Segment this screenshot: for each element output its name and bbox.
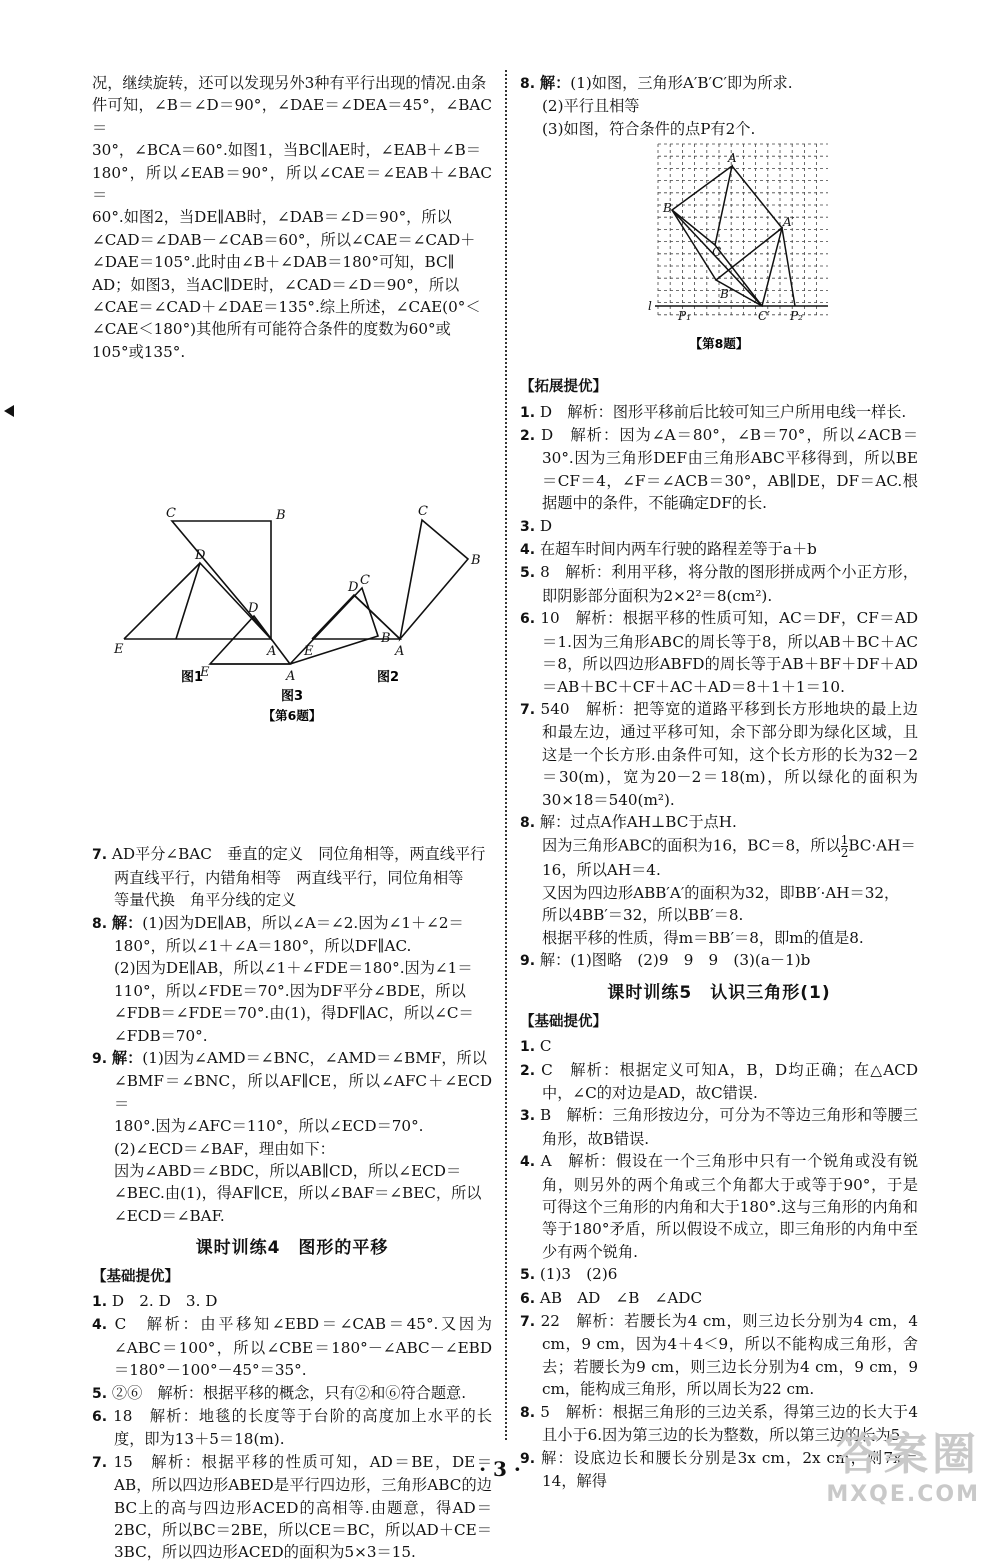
q9ext-text: 解：(1)图略 (2)9 9 9 (3)(a－1)b	[539, 950, 811, 969]
item-text: A 解析：假设在一个三角形中只有一个锐角或没有锐角，则另外的两个角或三个角都大于或等于90°，于是可得这个三角形的内角和大于180°.这与三角形的内角和等于180°矛盾，所以假设不成立，即三角形的内角中至少有两个锐角.	[540, 1152, 919, 1261]
q6-line: 件可知，∠B＝∠D＝90°，∠DAE＝∠DEA＝45°，∠BAC＝	[92, 96, 492, 137]
item-number: 4.	[92, 1317, 108, 1334]
question-line	[92, 843, 492, 866]
label-l: l	[648, 299, 652, 314]
answer-line: ∠BEC.由(1)，得AF∥CE，所以∠BAF＝∠BEC，所以	[114, 1184, 482, 1203]
q8-grid-answer	[520, 72, 918, 140]
answer-text: AD平分∠BAC 垂直的定义 同位角相等，两直线平行	[111, 845, 486, 864]
grid-caption: 【第8题】	[689, 336, 749, 352]
item-number: 1.	[520, 1039, 536, 1056]
answer-line: 两直线平行，内错角相等 两直线平行，同位角相等	[114, 868, 464, 887]
item-number: 8.	[520, 1404, 536, 1421]
figure-3	[92, 572, 492, 722]
q8ext-line2b: BC·AH＝	[848, 836, 916, 855]
label-a-prime: A′	[783, 215, 795, 230]
section4-heading: 【基础提优】	[92, 1268, 179, 1285]
answer-line: 180°.因为∠AFC＝110°，所以∠ECD＝70°.	[114, 1117, 424, 1136]
item-text: 5 解析：根据三角形的三边关系，得第三边的长大于4且小于6.因为第三边的长为整数，所以第三边的长为5.	[540, 1402, 919, 1445]
item-text: D	[539, 516, 553, 535]
section4-title: 课时训练4 图形的平移	[195, 1238, 389, 1259]
figure-6-caption: 【第6题】	[262, 708, 322, 722]
item-text: C 解析：根据定义可知A，B，D均正确；在△ACD中，∠C的对边是AD，故C错误.	[541, 1060, 919, 1102]
answer-line: (2)平行且相等	[542, 97, 640, 116]
item-text: 15 解析：根据平移的性质可知，AD＝BE，DE＝AB，所以四边形ABED是平行四边形，三角形ABC的边BC上的高与四边形ACED的高相等.由题意，得AD＝2BC，所以BC＝2BE，所以CE＝BC，所以AD＋CE＝3BC，所以四边形ACED的面积为5×3＝15.	[113, 1452, 493, 1562]
section4-answers	[92, 1290, 492, 1564]
list-item	[520, 515, 918, 538]
fig3-triangle-ade	[210, 616, 290, 664]
q8ext-line1: 解：过点A作AH⊥BC于点H.	[539, 812, 737, 831]
fig3-label-e: E	[200, 665, 210, 680]
q8ext-line2a: 因为三角形ABC的面积为16，BC＝8，所以	[542, 836, 841, 855]
answer-text: (1)如图，三角形A′B′C′即为所求.	[570, 74, 793, 92]
question-number: 8.	[520, 76, 536, 92]
item-number: 1.	[520, 404, 536, 421]
answer-text: (1)因为∠AMD＝∠BNC，∠AMD＝∠BMF，所以	[142, 1048, 487, 1067]
label-c: C	[712, 245, 722, 260]
list-item	[520, 561, 918, 607]
extension-answers	[520, 401, 918, 811]
list-item	[520, 1310, 918, 1401]
list-item	[520, 401, 918, 424]
answer-line: (2)∠ECD＝∠BAF，理由如下：	[114, 1139, 335, 1158]
q8-extension-answer	[520, 811, 918, 949]
fig1-label-d: D	[195, 548, 206, 564]
q6-line: 105°或135°.	[92, 342, 186, 361]
item-text: 10 解析：根据平移的性质可知，AC＝DF，CF＝AD＝1.因为三角形ABC的周长等于8，所以AB＋BC＋AC＝8，所以四边形ABFD的周长等于AB＋BF＋DF＋AD＝AB＋BC＋CF＋AC＋AD＝8＋1＋1＝10.	[540, 609, 919, 696]
fig3-triangle-abc	[290, 588, 378, 664]
fig3-label-c: C	[360, 573, 370, 588]
answer-line: ∠FDB＝∠FDE＝70°.由(1)，得DF∥AC，所以∠C＝	[114, 1004, 474, 1023]
answer-text: (1)因为DE∥AB，所以∠A＝∠2.因为∠1＋∠2＝	[142, 913, 464, 932]
q8ext-line3: 16，所以AH＝4.	[542, 861, 661, 880]
answer-line: (3)如图，符合条件的点P有2个.	[542, 119, 756, 138]
answer-line: (2)因为DE∥AB，所以∠1＋∠FDE＝180°.因为∠1＝	[114, 959, 473, 978]
segment-aa2	[732, 166, 782, 228]
fig2-caption: 图2	[376, 670, 400, 686]
fig1-label-a: A	[267, 644, 277, 660]
right-column	[520, 72, 918, 1492]
fig1-label-e: E	[114, 642, 124, 658]
watermark-logo	[826, 1418, 980, 1507]
label-p1: P₁	[678, 309, 691, 324]
fig3-caption: 图3	[280, 689, 304, 704]
item-number: 9.	[520, 1450, 536, 1467]
item-number: 2.	[520, 1062, 536, 1079]
q6-line: 30°，∠BCA＝60°.如图1，当BC∥AE时，∠EAB＋∠B＝	[92, 141, 481, 160]
grid-figure-8	[520, 140, 918, 372]
q6-line: ∠CAD＝∠DAB－∠CAB＝60°，所以∠CAE＝∠CAD＋	[92, 230, 476, 249]
q6-line: 60°.如图2，当DE∥AB时，∠DAB＝∠D＝90°，所以	[92, 208, 452, 227]
item-number: 4.	[520, 542, 536, 559]
item-text: B 解析：三角形按边分，可分为不等边三角形和等腰三角形，故B错误.	[540, 1106, 919, 1148]
label-b-prime: B′	[720, 287, 732, 302]
watermark-small: MXQE.COM	[826, 1482, 980, 1507]
q8ext-line5: 所以4BB′＝32，所以BB′＝8.	[542, 906, 744, 925]
item-text: AB AD ∠B ∠ADC	[539, 1288, 703, 1307]
answer-line: ∠ECD＝∠BAF.	[114, 1206, 225, 1225]
triangle-abc	[672, 166, 732, 245]
extension-heading: 【拓展提优】	[520, 379, 607, 396]
section5-title: 课时训练5 认识三角形(1)	[607, 983, 831, 1004]
grid-lines	[658, 144, 828, 318]
item-number: 5.	[520, 565, 536, 582]
answer-label: 解：	[111, 1048, 143, 1067]
item-text: 8 解析：利用平移，将分散的图形拼成两个小正方形，即阴影部分面积为2×2²＝8(cm²).	[540, 563, 919, 605]
answer-line: ∠BMF＝∠BNC，所以AF∥CE，所以∠AFC＋∠ECD＝	[114, 1072, 492, 1113]
q6-line: ∠CAE＜180°)其他所有可能符合条件的度数为60°或	[92, 320, 451, 339]
fig2-label-e: E	[304, 644, 314, 660]
question-line	[520, 72, 918, 95]
answer-line: ∠FDB＝70°.	[114, 1026, 208, 1045]
item-number: 3.	[520, 1108, 536, 1125]
question-line	[92, 912, 492, 935]
item-number: 5.	[520, 1267, 536, 1284]
q6-line: ∠DAE＝105°.此时由∠B＋∠DAB＝180°可知，BC∥	[92, 253, 455, 272]
fig2-label-b: B	[471, 553, 481, 569]
item-text: 540 解析：把等宽的道路平移到长方形地块的最上边和最左边，通过平移可知，余下部分即为绿化区域，且这是一个长方形.由条件可知，这个长方形的长为32－2＝30(m)，宽为20－2＝18(m)，所以绿化的面积为30×18＝540(m²).	[540, 699, 918, 809]
item-number: 6.	[520, 611, 536, 628]
item-text: 解：设底边长和腰长分别是3x cm，2x cm，则7x＝14，解得	[541, 1448, 919, 1490]
item-number: 7.	[520, 701, 536, 718]
fig1-caption: 图1	[180, 670, 204, 686]
label-b: B	[663, 201, 672, 216]
frac-numerator: 1	[840, 833, 849, 848]
question-number: 9.	[92, 1050, 108, 1067]
page-number: · 3 ·	[479, 1457, 521, 1481]
item-text: D 2. D 3. D	[111, 1292, 218, 1310]
list-item	[520, 1059, 918, 1105]
q8ext-line4: 又因为四边形ABB′A′的面积为32，即BB′·AH＝32，	[542, 883, 900, 902]
answer-line: 等量代换 角平分线的定义	[114, 891, 297, 910]
item-text: D 解析：图形平移前后比较可知三户所用电线一样长.	[539, 402, 907, 421]
section5-heading: 【基础提优】	[520, 1013, 607, 1030]
watermark-big: 答案圈	[836, 1429, 980, 1480]
item-text: 在超车时间内两车行驶的路程差等于a＋b	[539, 540, 817, 559]
list-item	[92, 1313, 492, 1381]
item-number: 5.	[92, 1385, 108, 1402]
item-text: 18 解析：地毯的长度等于台阶的高度加上水平的长度，即为13＋5＝18(m).	[113, 1407, 493, 1449]
list-item	[92, 1290, 492, 1313]
label-c-prime: C′	[758, 309, 770, 324]
question-number: 7.	[92, 847, 108, 864]
item-text: C 解析：由平移知∠EBD＝∠CAB＝45°.又因为∠ABC＝100°，所以∠CBE＝180°－∠ABC－∠EBD＝180°－100°－45°＝35°.	[114, 1315, 492, 1380]
list-item	[520, 1035, 918, 1058]
q6-line: AD；如图3，当AC∥DE时，∠CAD＝∠D＝90°，所以	[92, 275, 460, 294]
item-number: 7.	[92, 1454, 108, 1471]
q7-answer	[92, 843, 492, 911]
q9ext-num: 9.	[520, 952, 536, 969]
fig3-label-d: D	[248, 601, 259, 616]
item-text: 22 解析：若腰长为4 cm，则三边长分别为4 cm，4 cm，9 cm，因为4＋4＜9，所以不能构成三角形，舍去；若腰长为9 cm，则三边长分别为4 cm，9 cm，9 cm，能构成三角形，所以周长为22 cm.	[540, 1312, 918, 1399]
item-number: 7.	[520, 1314, 536, 1331]
item-text: C	[539, 1037, 552, 1056]
list-item	[92, 1405, 492, 1451]
label-p2: P₂	[790, 309, 803, 324]
q8ext-num: 8.	[520, 814, 536, 831]
segment-bb2	[672, 210, 716, 280]
item-number: 6.	[92, 1409, 108, 1426]
answer-label: 解：	[539, 74, 571, 92]
q6-line: 180°，所以∠EAB＝90°，所以∠CAE＝∠EAB＋∠BAC＝	[92, 163, 492, 205]
q6-line: ∠CAE＝∠CAD＋∠DAE＝135°.综上所述，∠CAE(0°＜	[92, 298, 481, 317]
list-item	[520, 538, 918, 561]
column-divider	[505, 70, 507, 1440]
item-number: 3.	[520, 518, 536, 535]
item-number: 1.	[92, 1294, 108, 1310]
q9-answer	[92, 1047, 492, 1227]
list-item	[520, 698, 918, 811]
q8-answer	[92, 912, 492, 1047]
item-number: 4.	[520, 1154, 536, 1171]
item-text: ②⑥ 解析：根据平移的概念，只有②和⑥符合题意.	[111, 1383, 467, 1402]
segment-ap	[782, 228, 795, 306]
fig2-label-d: D	[348, 580, 359, 596]
q6-line: 况，继续旋转，还可以发现另外3种有平行出现的情况.由条	[92, 74, 487, 92]
margin-arrow-icon	[4, 405, 14, 417]
frac-denominator: 2	[840, 846, 849, 861]
item-text: (1)3 (2)6	[539, 1265, 618, 1284]
label-a: A	[728, 151, 737, 166]
fig1-label-b: B	[276, 508, 286, 524]
fig3-label-b: B	[381, 631, 391, 646]
question-line	[92, 1047, 492, 1070]
q8ext-line6: 根据平移的性质，得m＝BB′＝8，即m的值是8.	[542, 928, 864, 947]
figure-3-wrap	[92, 572, 492, 722]
list-item	[520, 1150, 918, 1263]
fig2-label-a: A	[395, 644, 405, 660]
fig2-label-c: C	[418, 504, 428, 520]
item-number: 2.	[520, 428, 536, 445]
list-item	[520, 1287, 918, 1310]
list-item	[520, 1263, 918, 1286]
answer-line: 180°，所以∠1＋∠A＝180°，所以DF∥AC.	[114, 936, 412, 955]
item-text: D 解析：因为∠A＝80°，∠B＝70°，所以∠ACB＝30°.因为三角形DEF由三角形ABC平移得到，所以BE＝CF＝4，∠F＝∠ACB＝30°，AB∥DE，DF＝AC.根据题中的条件，不能确定DF的长.	[540, 426, 919, 513]
q6-solution	[92, 72, 492, 363]
question-number: 8.	[92, 915, 108, 932]
answer-line: 因为∠ABD＝∠BDC，所以AB∥CD，所以∠ECD＝	[114, 1161, 462, 1180]
answer-line: 110°，所以∠FDE＝70°.因为DF平分∠BDE，所以	[114, 981, 466, 1000]
item-number: 6.	[520, 1290, 536, 1307]
list-item	[520, 1104, 918, 1150]
fig3-label-a: A	[286, 669, 296, 684]
answer-label: 解：	[111, 913, 143, 932]
list-item	[520, 424, 918, 515]
list-item	[520, 607, 918, 698]
left-column	[92, 72, 492, 1564]
fig1-label-c: C	[166, 506, 176, 522]
list-item	[92, 1382, 492, 1405]
